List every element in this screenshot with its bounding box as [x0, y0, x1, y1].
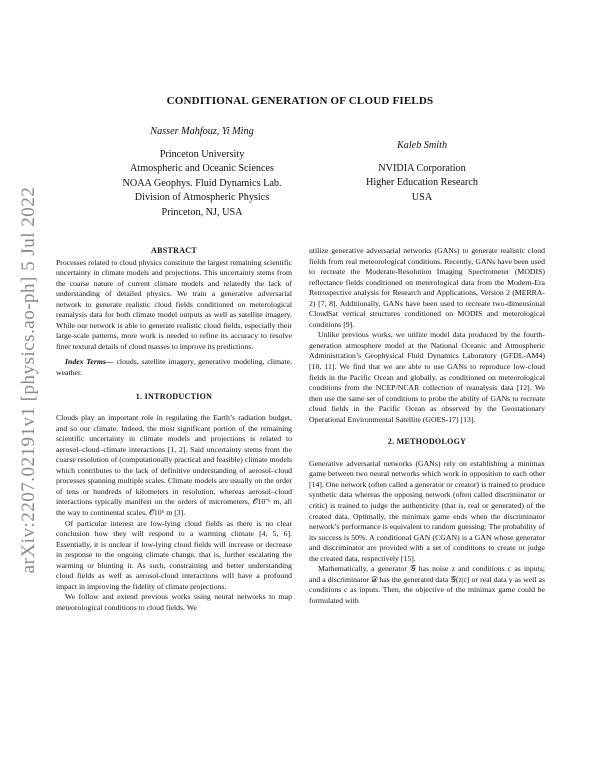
- author-names-left: Nasser Mahfouz, Yi Ming: [150, 126, 254, 137]
- affiliation-line: NVIDIA Corporation: [378, 162, 466, 174]
- index-terms-label: Index Terms—: [65, 357, 114, 367]
- affiliation-line: Atmospheric and Oceanic Sciences: [130, 163, 274, 175]
- affiliation-line: Princeton University: [159, 148, 245, 160]
- author-names-right: Kaleb Smith: [396, 140, 448, 151]
- affiliation-line: Division of Atmospheric Physics: [134, 192, 270, 204]
- author-block-right: [322, 139, 522, 205]
- right-column: [309, 246, 545, 607]
- index-terms-list: clouds, satellite imagery, generative modeling, climate, weather.: [56, 357, 293, 378]
- methodology-paragraph: Generative adversarial networks (GANs) rely on establishing a minimax game between two neural networks which work in opposition to each other [14]. One network (often called a generator or creator) is trained to produce synthetic data whereas the opposing network (often called discriminator or critic) is trained to judge the authenticity (that is, real or generated) of the created data. Optimally, the minimax game ends when the discriminator network’s performance is equivalent to random guessing: The probability of its success is 50%. A conditional GAN (CGAN) is a GAN whose generator and discriminator are provided with a set of conditions to create or judge the created data, respectively [15].: [309, 458, 545, 563]
- intro-heading: 1. INTRODUCTION: [135, 391, 213, 401]
- abstract-heading: ABSTRACT: [151, 246, 197, 255]
- intro-paragraph: Of particular interest are low-lying cloud fields as there is no clear conclusion how they will respond to a warming climate [4, 5, 6]. Essentially, it is unclear if low-lying cloud fields will increase or decrease in response to the ongoing climate change, that is, further escalating the warming or blunting it. As such, constraining and better understanding cloud fields as well as aerosol-cloud interactions will have a profound impact in improving the fidelity of climate projections.: [56, 518, 292, 591]
- affiliation-line: Higher Education Research: [365, 177, 479, 189]
- paper-title: CONDITIONAL GENERATION OF CLOUD FIELDS: [166, 95, 434, 107]
- affiliation-line: Princeton, NJ, USA: [161, 206, 243, 218]
- affiliation-line: NOAA Geophys. Fluid Dynamics Lab.: [122, 177, 282, 189]
- body-paragraph: utilize generative adversarial networks (GANs) to generate realistic cloud fields from real meteorological conditions. Recently, GANs have been used to recreate the Moderate-Resolution Imaging Spectrometer (MODIS) reflectance fields conditioned on meterological data from the Modern-Era Retrospective analysis for Research and Applications, Version 2 (MERRA-2) [7, 8]. Additionally, GANs have been used to recreate two-dimensional CloudSat vertical structures conditioned on MODIS and meterological conditions [9].: [309, 246, 545, 329]
- methodology-paragraph: Mathematically, a generator 𝒢 has noise z and conditions c as inputs; and a discriminator 𝒟 has the generated data 𝒢(z|c) or real data y as well as conditions c as inputs. Then, the objective of the minimax game could be formulated with: [309, 564, 545, 605]
- author-block-left: [82, 125, 322, 221]
- body-paragraph: Unlike previous works, we utilize model data produced by the fourth-generation atmosphere model at the National Oceanic and Atmospheric Administration’s Geophysical Fluid Dynamics Laboratory (GFDL-AM4) [10, 11]. We find that we are able to use GANs to reproduce low-cloud fields in the Pacific Ocean and globally, as conditioned on meteorological conditions from the NCEP/NCAR collection of reanalysis data [12]. We then use the same set of conditions to probe the ability of GANs to recreate cloud fields in the Pacific Ocean as observed by the Geostationary Operational Environmental Satellite (GOES-17) [13].: [309, 330, 545, 424]
- index-terms: [56, 357, 292, 378]
- intro-paragraph: We follow and extend previous works using neural networks to map meteorological conditions to cloud fields. We: [56, 592, 292, 612]
- intro-paragraph: Clouds play an important role in regulating the Earth’s radiation budget, and so our climate. Indeed, the most significant portion of the remaining scientific uncertainty in climate models and projections is related to aerosol–cloud–climate interactions [1, 2]. Said uncertainty stems from the coarse resolution of (computationally practical and feasible) climate models which contributes to the lack of definitive understanding of aerosol–cloud processes spanning multiple scales. Climate models are usually on the order of tens or hundreds of kilometers in resolution, whereas aerosol–cloud interactions typically manifest on the orders of micrometers, 𝒪10⁻⁶ m, all the way to continental scales, 𝒪10⁶ m [3].: [56, 413, 292, 518]
- methodology-heading: 2. METHODOLOGY: [387, 437, 467, 447]
- left-column: [56, 246, 292, 614]
- arxiv-identifier: arXiv:2207.02191v1 [physics.ao-ph] 5 Jul 2022: [18, 186, 39, 574]
- abstract-text: Processes related to cloud physics constitute the largest remaining scientific uncertainty in climate models and projections. This uncertainty stems from the coarse nature of current climate models and relatedly the lack of understanding of detailed physics. We train a generative adversarial network to generate realistic cloud fields conditioned on meterological reanalysis data for both climate model outputs as well as satellite imagery. While our network is able to generate realistic cloud fields, especially their large-scale patterns, more work is needed to refine its accuracy to resolve finer textural details of cloud masses to improve its predictions.: [56, 257, 292, 351]
- arxiv-sidebar: [14, 170, 44, 590]
- affiliation-line: USA: [411, 191, 433, 203]
